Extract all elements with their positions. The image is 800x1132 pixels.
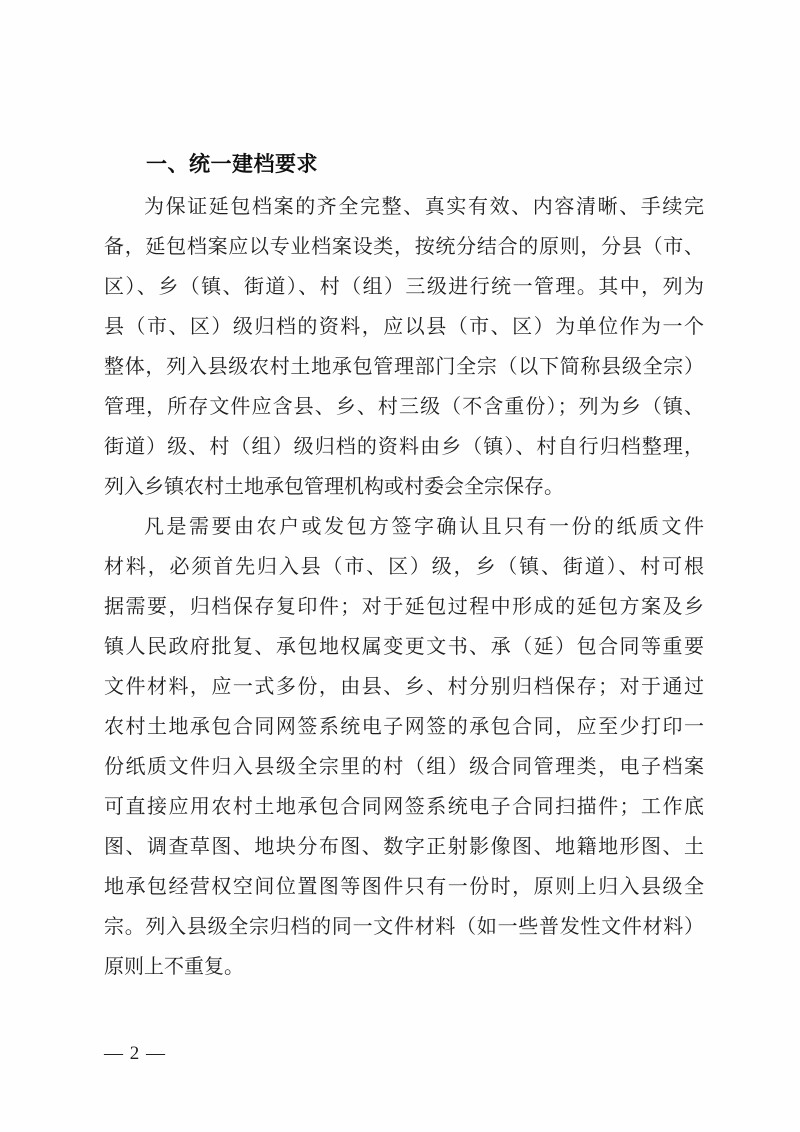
text-line: 材料，必须首先归入县（市、区）级，乡（镇、街道）、村可根 xyxy=(104,556,704,578)
text-line: 县（市、区）级归档的资料，应以县（市、区）为单位作为一个 xyxy=(104,316,704,338)
paragraph-2 xyxy=(104,507,704,987)
text-line: 凡是需要由农户或发包方签字确认且只有一份的纸质文件 xyxy=(144,516,704,538)
text-line: 为保证延包档案的齐全完整、真实有效、内容清晰、手续完 xyxy=(144,196,704,218)
text-line: 列入乡镇农村土地承包管理机构或村委会全宗保存。 xyxy=(104,476,564,498)
text-line: 据需要，归档保存复印件；对于延包过程中形成的延包方案及乡 xyxy=(104,596,704,618)
text-line: 宗。列入县级全宗归档的同一文件材料（如一些普发性文件材料） xyxy=(104,916,704,938)
text-line: 文件材料，应一式多份，由县、乡、村分别归档保存；对于通过 xyxy=(104,676,704,698)
text-line: 地承包经营权空间位置图等图件只有一份时，原则上归入县级全 xyxy=(104,876,704,898)
text-line: 整体，列入县级农村土地承包管理部门全宗（以下简称县级全宗） xyxy=(104,356,704,378)
section-heading: 一、统一建档要求 xyxy=(146,153,318,176)
text-line: 区）、乡（镇、街道）、村（组）三级进行统一管理。其中，列为 xyxy=(104,276,704,298)
document-content xyxy=(104,143,704,987)
text-line: 街道）级、村（组）级归档的资料由乡（镇）、村自行归档整理， xyxy=(104,436,704,458)
page-number: — 2 — xyxy=(104,1043,166,1064)
paragraph-1 xyxy=(104,187,704,507)
text-line: 备，延包档案应以专业档案设类，按统分结合的原则，分县（市、 xyxy=(104,236,704,258)
text-line: 农村土地承包合同网签系统电子网签的承包合同，应至少打印一 xyxy=(104,716,704,738)
text-line: 份纸质文件归入县级全宗里的村（组）级合同管理类，电子档案 xyxy=(104,756,704,778)
text-line: 管理，所存文件应含县、乡、村三级（不含重份）；列为乡（镇、 xyxy=(104,396,704,418)
text-line: 原则上不重复。 xyxy=(104,956,244,978)
text-line: 镇人民政府批复、承包地权属变更文书、承（延）包合同等重要 xyxy=(104,636,704,658)
text-line: 可直接应用农村土地承包合同网签系统电子合同扫描件；工作底 xyxy=(104,796,704,818)
text-line: 图、调查草图、地块分布图、数字正射影像图、地籍地形图、土 xyxy=(104,836,704,858)
